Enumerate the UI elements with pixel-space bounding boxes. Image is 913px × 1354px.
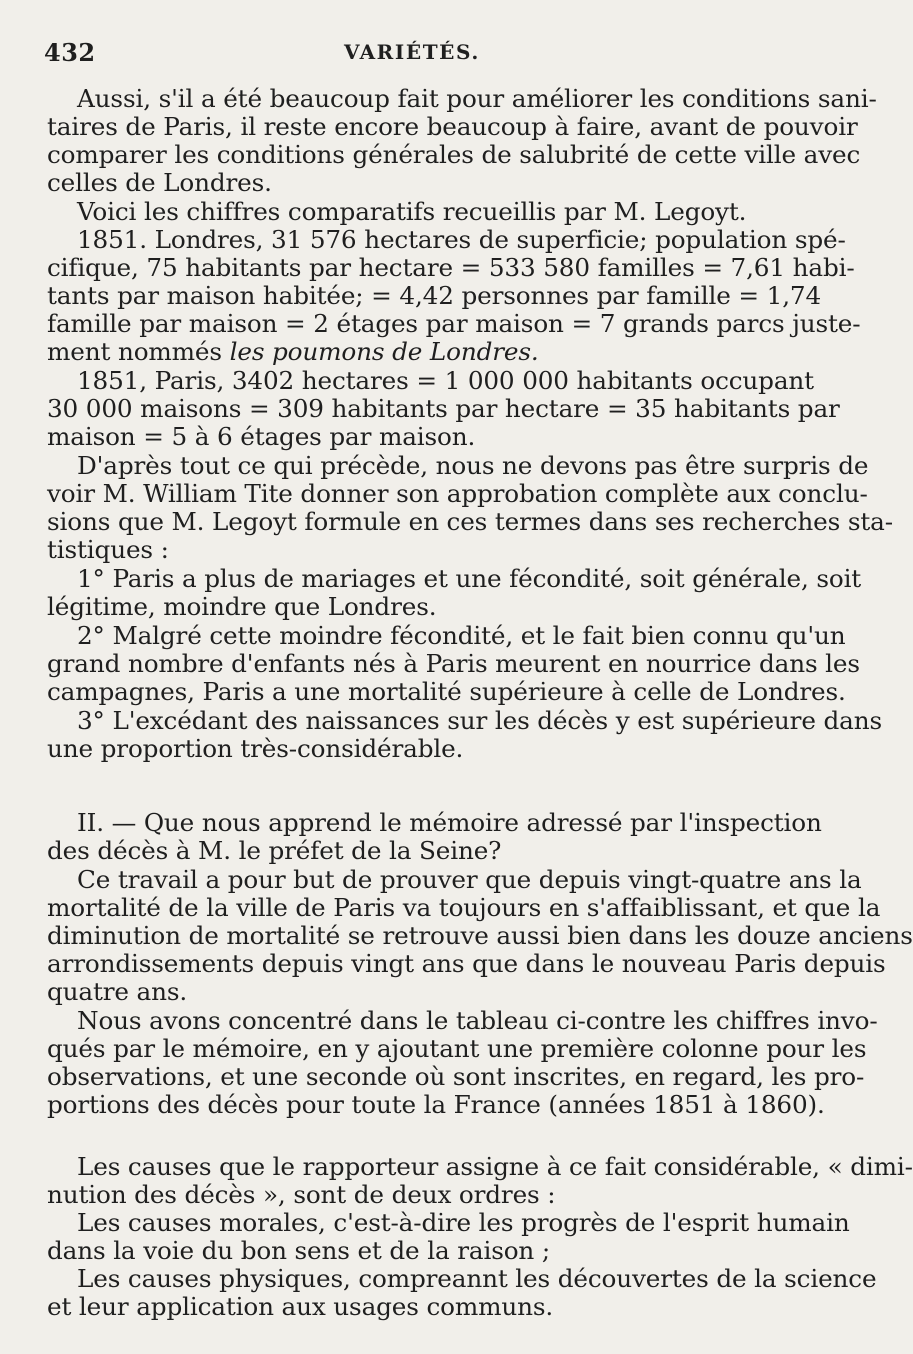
text-line: II. — Que nous apprend le mémoire adressé par l'inspection (77, 808, 822, 837)
italic-phrase: les poumons de Londres. (229, 337, 539, 366)
text-line: 3° L'excédant des naissances sur les décès y est supérieure dans (77, 706, 882, 735)
text-line (47, 337, 539, 367)
text-line: diminution de mortalité se retrouve aussi bien dans les douze anciens (47, 921, 913, 950)
text-line: Les causes physiques, compreannt les découvertes de la science (77, 1264, 877, 1293)
text-line: grand nombre d'enfants nés à Paris meurent en nourrice dans les (47, 649, 860, 678)
text-line: voir M. William Tite donner son approbation complète aux conclu- (47, 479, 868, 508)
text-line: Aussi, s'il a été beaucoup fait pour améliorer les conditions sani- (77, 84, 877, 113)
text-line: 1851. Londres, 31 576 hectares de superficie; population spé- (77, 225, 846, 254)
text-line: cifique, 75 habitants par hectare = 533 580 familles = 7,61 habi- (47, 253, 855, 282)
text-line: 30 000 maisons = 309 habitants par hectare = 35 habitants par (47, 394, 840, 423)
text-line: portions des décès pour toute la France (années 1851 à 1860). (47, 1090, 825, 1119)
page-header (44, 38, 756, 66)
text-line: tants par maison habitée; = 4,42 personnes par famille = 1,74 (47, 281, 822, 310)
text-line: famille par maison = 2 étages par maison = 7 grands parcs juste- (47, 309, 861, 338)
text-line: quatre ans. (47, 977, 188, 1006)
text-line: arrondissements depuis vingt ans que dans le nouveau Paris depuis (47, 949, 886, 978)
text-line: dans la voie du bon sens et de la raison ; (47, 1236, 551, 1265)
text-line: 2° Malgré cette moindre fécondité, et le fait bien connu qu'un (77, 621, 846, 650)
text-segment: ment nommés (47, 337, 222, 366)
text-line: sions que M. Legoyt formule en ces termes dans ses recherches sta- (47, 507, 893, 536)
text-line: qués par le mémoire, en y ajoutant une première colonne pour les (47, 1034, 867, 1063)
text-line: une proportion très-considérable. (47, 734, 464, 763)
text-line: celles de Londres. (47, 168, 272, 197)
text-line: campagnes, Paris a une mortalité supérieure à celle de Londres. (47, 677, 846, 706)
text-line: Voici les chiffres comparatifs recueillis par M. Legoyt. (77, 197, 747, 226)
text-line: maison = 5 à 6 étages par maison. (47, 422, 476, 451)
text-line: Ce travail a pour but de prouver que depuis vingt-quatre ans la (77, 865, 862, 894)
text-line: Nous avons concentré dans le tableau ci-contre les chiffres invo- (77, 1006, 878, 1035)
text-line: taires de Paris, il reste encore beaucoup à faire, avant de pouvoir (47, 112, 858, 141)
text-line: légitime, moindre que Londres. (47, 592, 437, 621)
running-title: VARIÉTÉS. (344, 40, 480, 64)
text-line: Les causes morales, c'est-à-dire les progrès de l'esprit humain (77, 1208, 850, 1237)
text-line: comparer les conditions générales de salubrité de cette ville avec (47, 140, 861, 169)
text-line: tistiques : (47, 535, 169, 564)
text-line: et leur application aux usages communs. (47, 1292, 554, 1321)
text-line: nution des décès », sont de deux ordres : (47, 1180, 556, 1209)
text-line: 1° Paris a plus de mariages et une fécondité, soit générale, soit (77, 564, 862, 593)
text-line: Les causes que le rapporteur assigne à ce fait considérable, « dimi- (77, 1152, 913, 1181)
page-number: 432 (44, 38, 96, 67)
text-line: mortalité de la ville de Paris va toujours en s'affaiblissant, et que la (47, 893, 881, 922)
text-line: D'après tout ce qui précède, nous ne devons pas être surpris de (77, 451, 869, 480)
text-line: observations, et une seconde où sont inscrites, en regard, les pro- (47, 1062, 865, 1091)
text-line: des décès à M. le préfet de la Seine? (47, 836, 502, 865)
text-line: 1851, Paris, 3402 hectares = 1 000 000 habitants occupant (77, 366, 814, 395)
